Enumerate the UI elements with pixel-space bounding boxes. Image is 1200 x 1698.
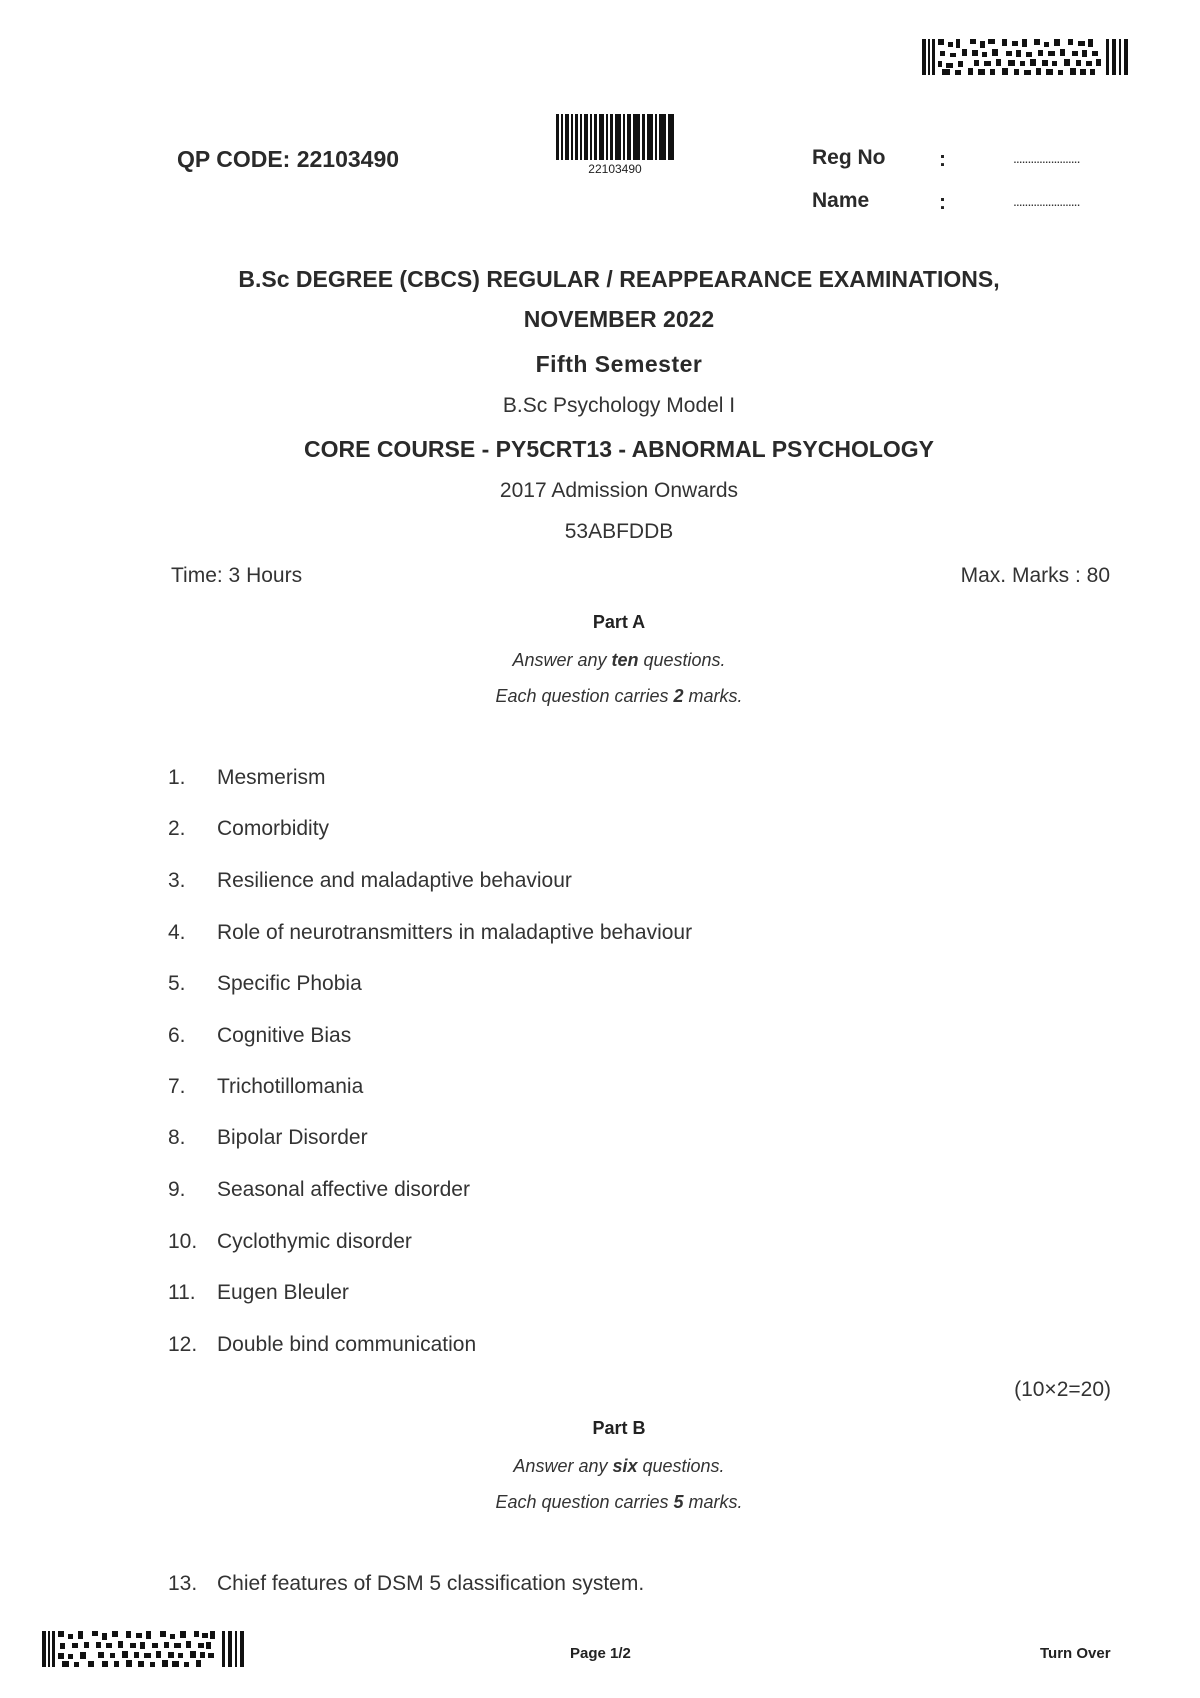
question-item: 2. Comorbidity <box>168 817 330 840</box>
part-a-title: Part A <box>592 612 646 632</box>
question-item: 11. Eugen Bleuler <box>168 1281 349 1304</box>
question-item: 13. Chief features of DSM 5 classification system. <box>168 1572 645 1595</box>
page-number: Page 1/2 <box>570 1645 631 1662</box>
name-blank: ....................... <box>1013 193 1080 209</box>
exam-title-line2: NOVEMBER 2022 <box>523 306 715 332</box>
center-barcode <box>556 114 674 160</box>
time-allowed: Time: 3 Hours <box>171 564 303 587</box>
semester: Fifth Semester <box>535 351 703 377</box>
turn-over: Turn Over <box>1040 1645 1111 1662</box>
reg-no-label: Reg No <box>812 146 886 169</box>
part-a-instruction-1: Answer any ten questions. <box>512 650 726 670</box>
reg-no-colon: : <box>939 148 946 171</box>
part-b-title: Part B <box>592 1418 646 1438</box>
admission: 2017 Admission Onwards <box>499 479 739 502</box>
question-item: 8. Bipolar Disorder <box>168 1126 368 1149</box>
question-item: 10. Cyclothymic disorder <box>168 1230 412 1253</box>
question-item: 12. Double bind communication <box>168 1333 477 1356</box>
name-colon: : <box>939 191 946 214</box>
program: B.Sc Psychology Model I <box>502 394 736 417</box>
part-b-instruction-1: Answer any six questions. <box>513 1456 725 1476</box>
question-item: 3. Resilience and maladaptive behaviour <box>168 869 572 892</box>
name-label: Name <box>812 189 870 212</box>
question-item: 5. Specific Phobia <box>168 972 362 995</box>
reg-no-blank: ....................... <box>1013 150 1080 166</box>
top-right-barcode <box>922 39 1130 75</box>
part-b-instruction-2: Each question carries 5 marks. <box>495 1492 743 1512</box>
qp-code: QP CODE: 22103490 <box>177 146 400 172</box>
question-item: 6. Cognitive Bias <box>168 1024 352 1047</box>
question-item: 4. Role of neurotransmitters in maladaptive behaviour <box>168 921 693 944</box>
question-item: 1. Mesmerism <box>168 766 326 789</box>
part-a-marks: (10×2=20) <box>1014 1378 1111 1401</box>
question-item: 7. Trichotillomania <box>168 1075 364 1098</box>
paper-code: 53ABFDDB <box>564 520 674 543</box>
exam-title-line1: B.Sc DEGREE (CBCS) REGULAR / REAPPEARANCE EXAMINATIONS, <box>238 266 1000 292</box>
bottom-left-barcode <box>42 1631 246 1667</box>
course-title: CORE COURSE - PY5CRT13 - ABNORMAL PSYCHOLOGY <box>303 436 935 462</box>
barcode-number: 22103490 <box>588 162 642 176</box>
part-a-instruction-2: Each question carries 2 marks. <box>495 686 743 706</box>
max-marks: Max. Marks : 80 <box>960 564 1110 587</box>
question-item: 9. Seasonal affective disorder <box>168 1178 470 1201</box>
